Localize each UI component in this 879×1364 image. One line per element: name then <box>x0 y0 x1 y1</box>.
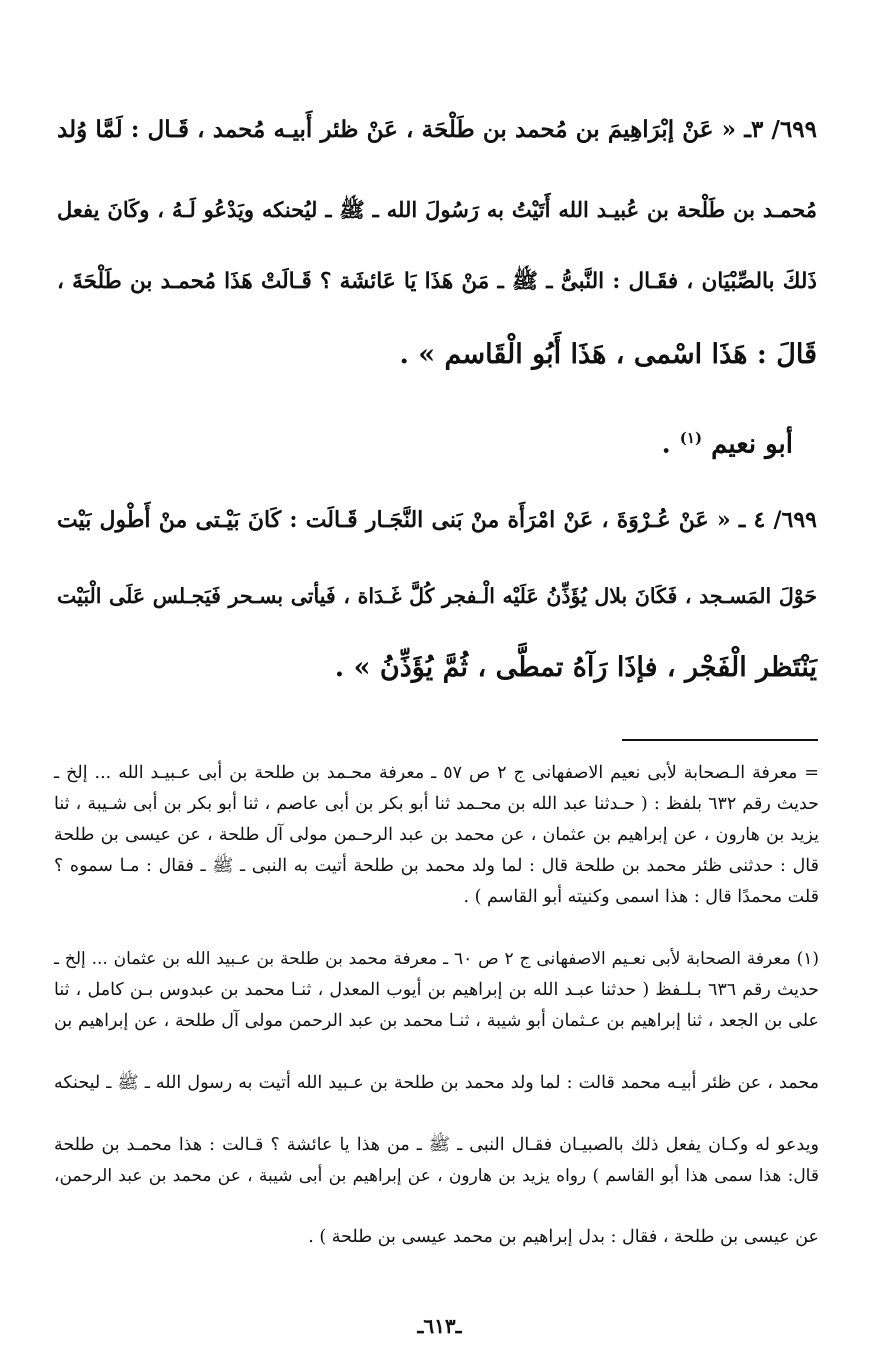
footnote-line: يزيد بن هارون ، عن إبراهيم بن عثمان ، عن محمد بن عبد الرحـمن مولى آل طلحة ، عن عيسى بن طلحة <box>54 825 819 845</box>
footnote-line: حديث رقم ٦٣٢ بلفظ : ( حـدثنا عبد الله بن محـمد ثنا أبو بكر بن أبى عاصم ، ثنا أبو بكر بن أبى شـيبة ، ثنا <box>54 794 819 814</box>
footnote-line: ويدعو له وكـان يفعل ذلك بالصبيـان فقـال النبى ـ ﷺ ـ من هذا يا عائشة ؟ قـالت : هذا محمـد بن طلحة <box>54 1135 819 1155</box>
footnote-line: قلت محمدًا قال : هذا اسمى وكنيته أبو القاسم ) . <box>463 887 819 907</box>
footnote-line: قال : حدثنى ظئر محمد بن طلحة قال : لما ولد محمد بن طلحة أتيت به النبى ـ ﷺ ـ فقال : مـا سموه ؟ <box>54 856 819 876</box>
footnote-line: قال: هذا سمى هذا أبو القاسم ) رواه يزيد بن هارون ، عن إبراهيم بن أبى شيبة ، عن محمد بن عبد الرحمن، <box>54 1166 819 1186</box>
hadith-699-3-line-1: ٦٩٩/ ٣ـ « عَنْ إبْرَاهِيمَ بن مُحمد بن طَلْحَة ، عَنْ ظئر أَبيـه مُحمد ، قَـال : لَمَّا وُلد <box>57 116 817 143</box>
hadith-699-3-line-2: مُحمـد بن طَلْحة بن عُبيـد الله أَتَيْتُ به رَسُولَ الله ـ ﷺ ـ ليُحنكه ويَدْعُو لَـهُ ، وكَانَ يفعل <box>57 197 817 222</box>
footnote-line: على بن الجعد ، ثنا إبراهيم بن عـثمان أبو شيبة ، ثنـا محمد بن عبد الرحمن مولى آل طلحة ، عن إبراهيم بن <box>54 1011 819 1031</box>
hadith-699-3-line-4: قَالَ : هَذَا اسْمى ، هَذَا أَبُو الْقَاسم » . <box>399 339 817 370</box>
footnote-line: = معرفة الـصحابة لأبى نعيم الاصفهانى ج ٢ ص ٥٧ ـ معرفة محـمد بن طلحة بن أبى عـبيـد الله ... إلخ ـ <box>54 763 819 783</box>
footnote-line: محمد ، عن ظئر أبيـه محمد قالت : لما ولد محمد بن طلحة بن عـبيد الله أتيت به رسول الله ـ ﷺ ـ ليحنكه <box>54 1073 819 1093</box>
page-number: ـ٦١٣ـ <box>417 1314 462 1338</box>
source-end: . <box>661 429 671 460</box>
hadith-699-4-line-3: يَنْتَظر الْفَجْر ، فإذَا رَآهُ تمطَّى ، ثُمَّ يُؤَذِّنُ » . <box>334 652 817 683</box>
footnote-line: عن عيسى بن طلحة ، فقال : بدل إبراهيم بن محمد عيسى بن طلحة ) . <box>308 1227 819 1247</box>
footnote-separator <box>622 739 818 741</box>
footnote-ref: (١) <box>679 429 703 447</box>
hadith-699-4-line-2: حَوْلَ المَسـجد ، فَكَانَ بلال يُؤَذِّنُ عَلَيْه الْـفجر كُلَّ غَـدَاة ، فَيأتى بسـحر فَيَجـلس عَلَى الْبَيْت <box>57 584 817 608</box>
hadith-source <box>662 418 793 465</box>
footnote-line: (١) معرفة الصحابة لأبى نعـيم الاصفهانى ج ٢ ص ٦٠ ـ معرفة محمد بن طلحة بن عـبيد الله بن عثمان ... إلخ ـ <box>54 949 819 969</box>
footnote-line: حديث رقم ٦٣٦ بـلـفظ ( حدثنا عبـد الله بن إبراهيم بن أيوب المعدل ، ثنـا محمد بن عبدوس بـن كامل ، ثنا <box>54 980 820 1000</box>
hadith-699-4-line-1: ٦٩٩/ ٤ ـ « عَنْ عُـرْوَةَ ، عَنْ امْرَأَة منْ بَنى النَّجَـار قَـالَت : كَانَ بَيْـتى منْ أَطْول بَيْت <box>57 507 817 533</box>
source-name: أبو نعيم <box>711 429 793 460</box>
hadith-699-3-line-3: ذَلكَ بالصِّبْيَان ، فقَـال : النَّبىُّ ـ ﷺ ـ مَنْ هَذَا يَا عَائشَة ؟ قَـالَتْ هَذَا مُحمـد بن طَلْحَةَ ، <box>57 269 817 294</box>
